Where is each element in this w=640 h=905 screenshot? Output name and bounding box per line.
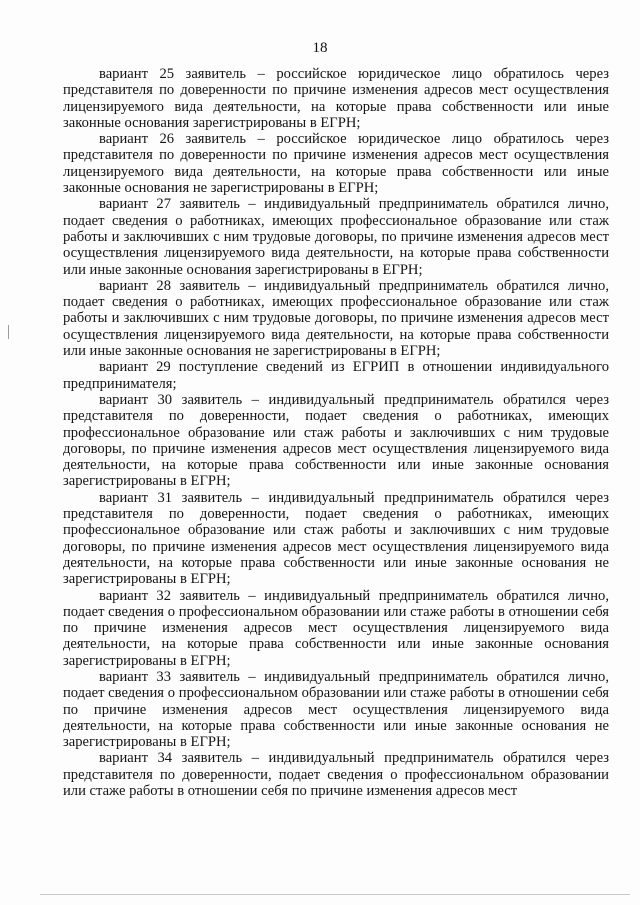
page-number: 18 — [312, 40, 328, 56]
paragraph-variant-28: вариант 28 заявитель – индивидуальный предприниматель обратился лично, подает сведения о работниках, имеющих профессиональное образование или стаж работы и заключивших с ним трудовые договоры, по причине изменения адресов мест осуществления лицензируемого вида деятельности, на которые права собственности или иные законные основания не зарегистрированы в ЕГРН; — [63, 277, 609, 360]
document-body — [63, 66, 609, 799]
paragraph-variant-31: вариант 31 заявитель – индивидуальный предприниматель обратился через представителя по доверенности, подает сведения о работниках, имеющих профессиональное образование или стаж работы и заключивших с ним трудовые договоры, по причине изменения адресов мест осуществления лицензируемого вида деятельности, на которые права собственности или иные законные основания не зарегистрированы в ЕГРН; — [63, 489, 609, 588]
paragraph-variant-27: вариант 27 заявитель – индивидуальный предприниматель обратился лично, подает сведения о работниках, имеющих профессиональное образование или стаж работы и заключивших с ним трудовые договоры, по причине изменения адресов мест осуществления лицензируемого вида деятельности, на которые права собственности или иные законные основания зарегистрированы в ЕГРН; — [63, 196, 609, 278]
paragraph-variant-29: вариант 29 поступление сведений из ЕГРИП в отношении индивидуального предпринимателя; — [63, 359, 609, 392]
paragraph-variant-30: вариант 30 заявитель – индивидуальный предприниматель обратился через представителя по доверенности, подает сведения о работниках, имеющих профессиональное образование или стаж работы и заключивших с ним трудовые договоры, по причине изменения адресов мест осуществления лицензируемого вида деятельности, на которые права собственности или иные законные основания зарегистрированы в ЕГРН; — [63, 391, 609, 490]
paragraph-variant-32: вариант 32 заявитель – индивидуальный предприниматель обратился лично, подает сведения о профессиональном образовании или стаже работы в отношении себя по причине изменения адресов мест осуществления лицензируемого вида деятельности, на которые права собственности или иные законные основания зарегистрированы в ЕГРН; — [63, 587, 609, 669]
paragraph-variant-34: вариант 34 заявитель – индивидуальный предприниматель обратился через представителя по доверенности, подает сведения о профессиональном образовании или стаже работы в отношении себя по причине изменения адресов мест — [63, 750, 609, 800]
scan-edge-mark — [8, 325, 9, 339]
paragraph-variant-33: вариант 33 заявитель – индивидуальный предприниматель обратился лично, подает сведения о профессиональном образовании или стаже работы в отношении себя по причине изменения адресов мест осуществления лицензируемого вида деятельности, на которые права собственности или иные законные основания не зарегистрированы в ЕГРН; — [63, 668, 609, 751]
scan-bottom-edge — [40, 894, 630, 895]
paragraph-variant-26: вариант 26 заявитель – российское юридическое лицо обратилось через представителя по доверенности по причине изменения адресов мест осуществления лицензируемого вида деятельности, на которые права собственности или иные законные основания не зарегистрированы в ЕГРН; — [63, 131, 609, 197]
paragraph-variant-25: вариант 25 заявитель – российское юридическое лицо обратилось через представителя по доверенности по причине изменения адресов мест осуществления лицензируемого вида деятельности, на которые права собственности или иные законные основания зарегистрированы в ЕГРН; — [63, 66, 609, 131]
